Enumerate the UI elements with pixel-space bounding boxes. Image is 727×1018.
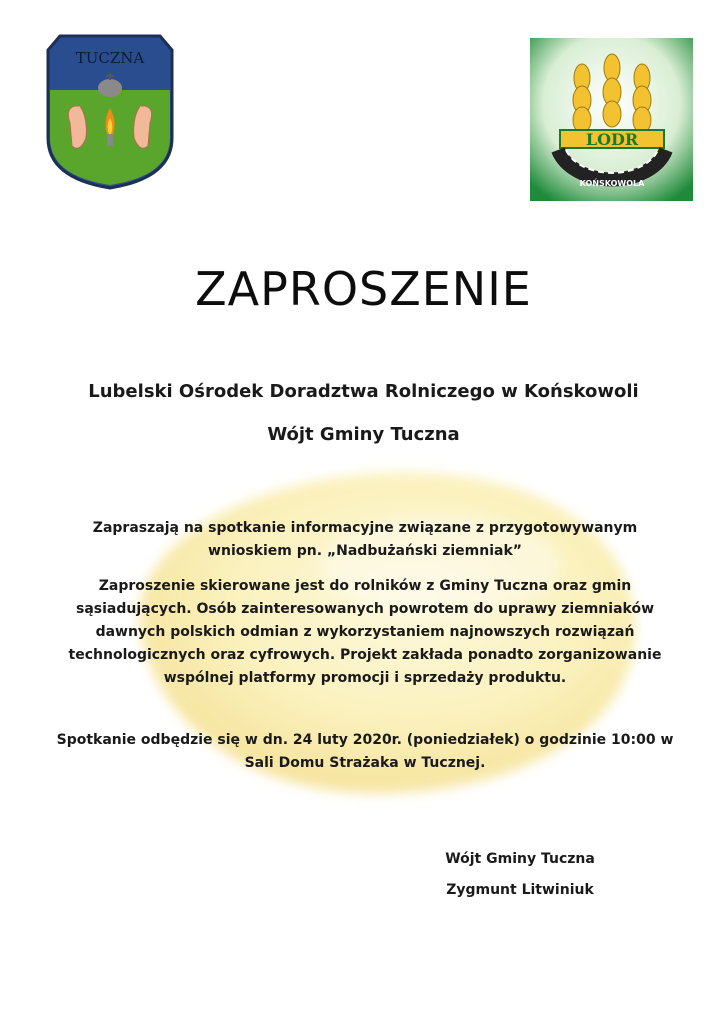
audience-line: technologicznych oraz cyfrowych. Projekt zakłada ponadto zorganizowanie — [68, 647, 662, 663]
signature-name: Zygmunt Litwiniuk — [446, 882, 594, 898]
document-title: ZAPROSZENIE — [195, 262, 532, 316]
meeting-line: Sali Domu Strażaka w Tucznej. — [244, 755, 486, 771]
invitation-line: wnioskiem pn. „Nadbużański ziemniak” — [208, 543, 522, 559]
audience-line: wspólnej platformy promocji i sprzedaży produktu. — [163, 670, 567, 686]
lodr-konskowola-logo — [530, 38, 693, 201]
audience-line: sąsiadujących. Osób zainteresowanych powrotem do uprawy ziemniaków — [76, 601, 654, 617]
tuczna-logo-text: TUCZNA — [75, 49, 145, 67]
organizer-lodr: Lubelski Ośrodek Doradztwa Rolniczego w Końskowoli — [88, 381, 639, 402]
signature-role: Wójt Gminy Tuczna — [445, 851, 595, 867]
invitation-line: Zapraszają na spotkanie informacyjne związane z przygotowywanym — [92, 520, 638, 536]
audience-line: Zaproszenie skierowane jest do rolników z Gminy Tuczna oraz gmin — [98, 578, 632, 594]
tuczna-coat-of-arms-logo — [40, 28, 180, 193]
audience-line: dawnych polskich odmian z wykorzystaniem najnowszych rozwiązań — [95, 624, 635, 640]
meeting-details-paragraph — [40, 729, 690, 775]
target-audience-paragraph — [40, 575, 690, 690]
lodr-logo-text: LODR — [585, 130, 639, 149]
organizer-wojt: Wójt Gminy Tuczna — [267, 424, 460, 445]
meeting-line: Spotkanie odbędzie się w dn. 24 luty 2020r. (poniedziałek) o godzinie 10:00 w — [56, 732, 674, 748]
lodr-ring-text: KOŃSKOWOLA — [579, 179, 645, 188]
invitation-paragraph — [40, 517, 690, 563]
